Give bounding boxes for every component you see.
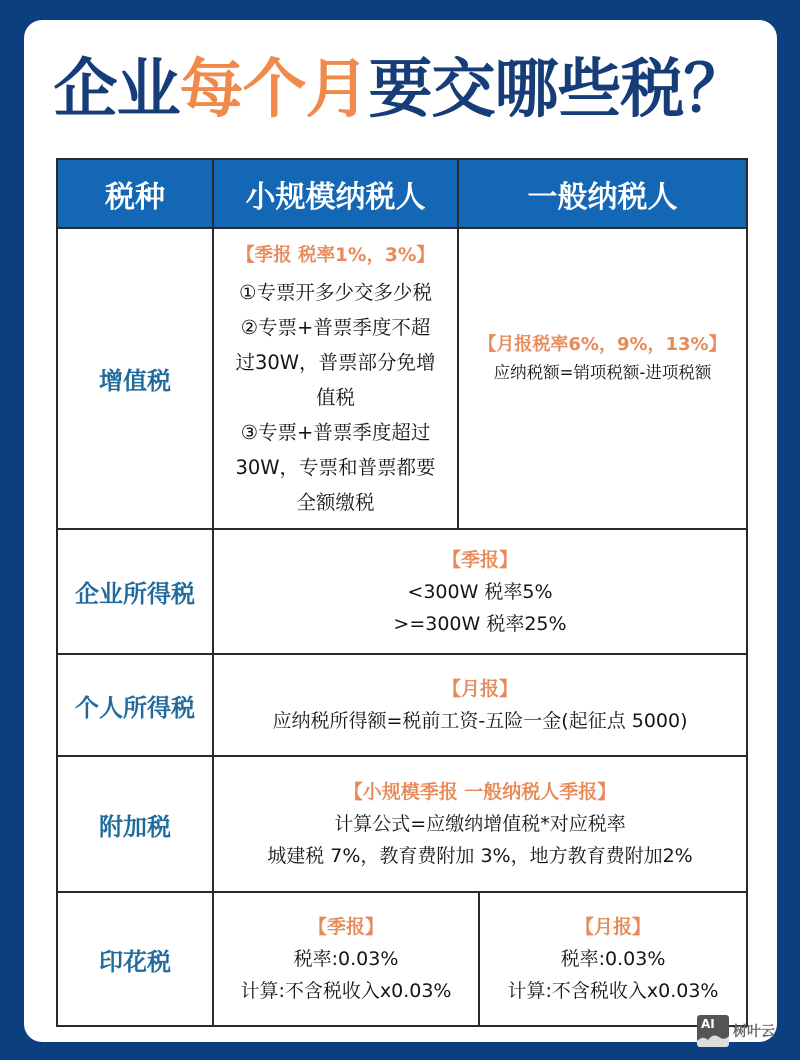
tax-name-cit: 企业所得税 xyxy=(57,529,213,654)
cit-label: 【季报】 xyxy=(441,548,518,571)
stamp-general-cell xyxy=(479,892,747,1026)
stamp-small-line: 计算:不含税收入x0.03% xyxy=(240,980,452,1002)
iit-line: 应纳税所得额=税前工资-五险一金(起征点 5000) xyxy=(272,710,688,732)
iit-cell xyxy=(213,654,747,756)
table-row-iit xyxy=(57,654,747,756)
ai-image-icon xyxy=(697,1015,729,1047)
surcharge-line: 城建税 7%，教育费附加 3%，地方教育费附加2% xyxy=(267,845,693,867)
stamp-general-line: 税率:0.03% xyxy=(560,948,666,970)
title-highlight: 每个月 xyxy=(179,53,369,127)
vat-general-label: 【月报税率6%，9%，13%】 xyxy=(478,333,727,355)
table-row-vat xyxy=(57,228,747,529)
page-title xyxy=(0,53,800,127)
vat-small-line: 全额缴税 xyxy=(296,490,375,514)
header-general: 一般纳税人 xyxy=(458,159,747,228)
vat-small-line: ③专票+普票季度超过 xyxy=(240,420,431,444)
surcharge-line: 计算公式=应缴纳增值税*对应税率 xyxy=(334,813,626,835)
tax-name-vat: 增值税 xyxy=(57,228,213,529)
stamp-small-line: 税率:0.03% xyxy=(293,948,399,970)
title-part1: 企业 xyxy=(53,53,180,127)
title-part2: 要交哪些税？ xyxy=(368,53,747,127)
surcharge-label: 【小规模季报 一般纳税人季报】 xyxy=(343,781,617,803)
header-tax-type: 税种 xyxy=(57,159,213,228)
vat-small-cell xyxy=(213,228,458,529)
watermark xyxy=(697,1015,775,1047)
tax-name-stamp: 印花税 xyxy=(57,892,213,1026)
cit-line: >=300W 税率25% xyxy=(393,612,567,635)
iit-label: 【月报】 xyxy=(441,678,518,700)
vat-small-line: 过30W，普票部分免增 xyxy=(235,350,436,374)
vat-small-line: ②专票+普票季度不超 xyxy=(240,315,431,339)
table-header-row xyxy=(57,159,747,228)
vat-small-line: ①专票开多少交多少税 xyxy=(239,280,432,304)
tax-name-iit: 个人所得税 xyxy=(57,654,213,756)
vat-small-line: 值税 xyxy=(315,385,355,409)
tax-name-surcharge: 附加税 xyxy=(57,756,213,892)
header-small-scale: 小规模纳税人 xyxy=(213,159,458,228)
vat-small-label: 【季报 税率1%，3%】 xyxy=(236,244,435,266)
ai-icon-text: AI xyxy=(701,1017,715,1031)
vat-general-formula: 应纳税额=销项税额-进项税额 xyxy=(493,362,712,382)
cit-line: <300W 税率5% xyxy=(407,580,553,603)
stamp-small-cell xyxy=(213,892,479,1026)
table-row-stamp xyxy=(57,892,747,1026)
stamp-small-label: 【季报】 xyxy=(307,916,384,938)
surcharge-cell xyxy=(213,756,747,892)
cit-cell xyxy=(213,529,747,654)
stamp-general-line: 计算:不含税收入x0.03% xyxy=(507,980,719,1002)
vat-small-line: 30W，专票和普票都要 xyxy=(235,455,436,479)
vat-general-cell xyxy=(458,228,747,529)
table-row-cit xyxy=(57,529,747,654)
table-row-surcharge xyxy=(57,756,747,892)
tax-table xyxy=(56,158,748,1027)
stamp-general-label: 【月报】 xyxy=(574,916,651,938)
watermark-text: 树叶云 xyxy=(733,1024,775,1040)
